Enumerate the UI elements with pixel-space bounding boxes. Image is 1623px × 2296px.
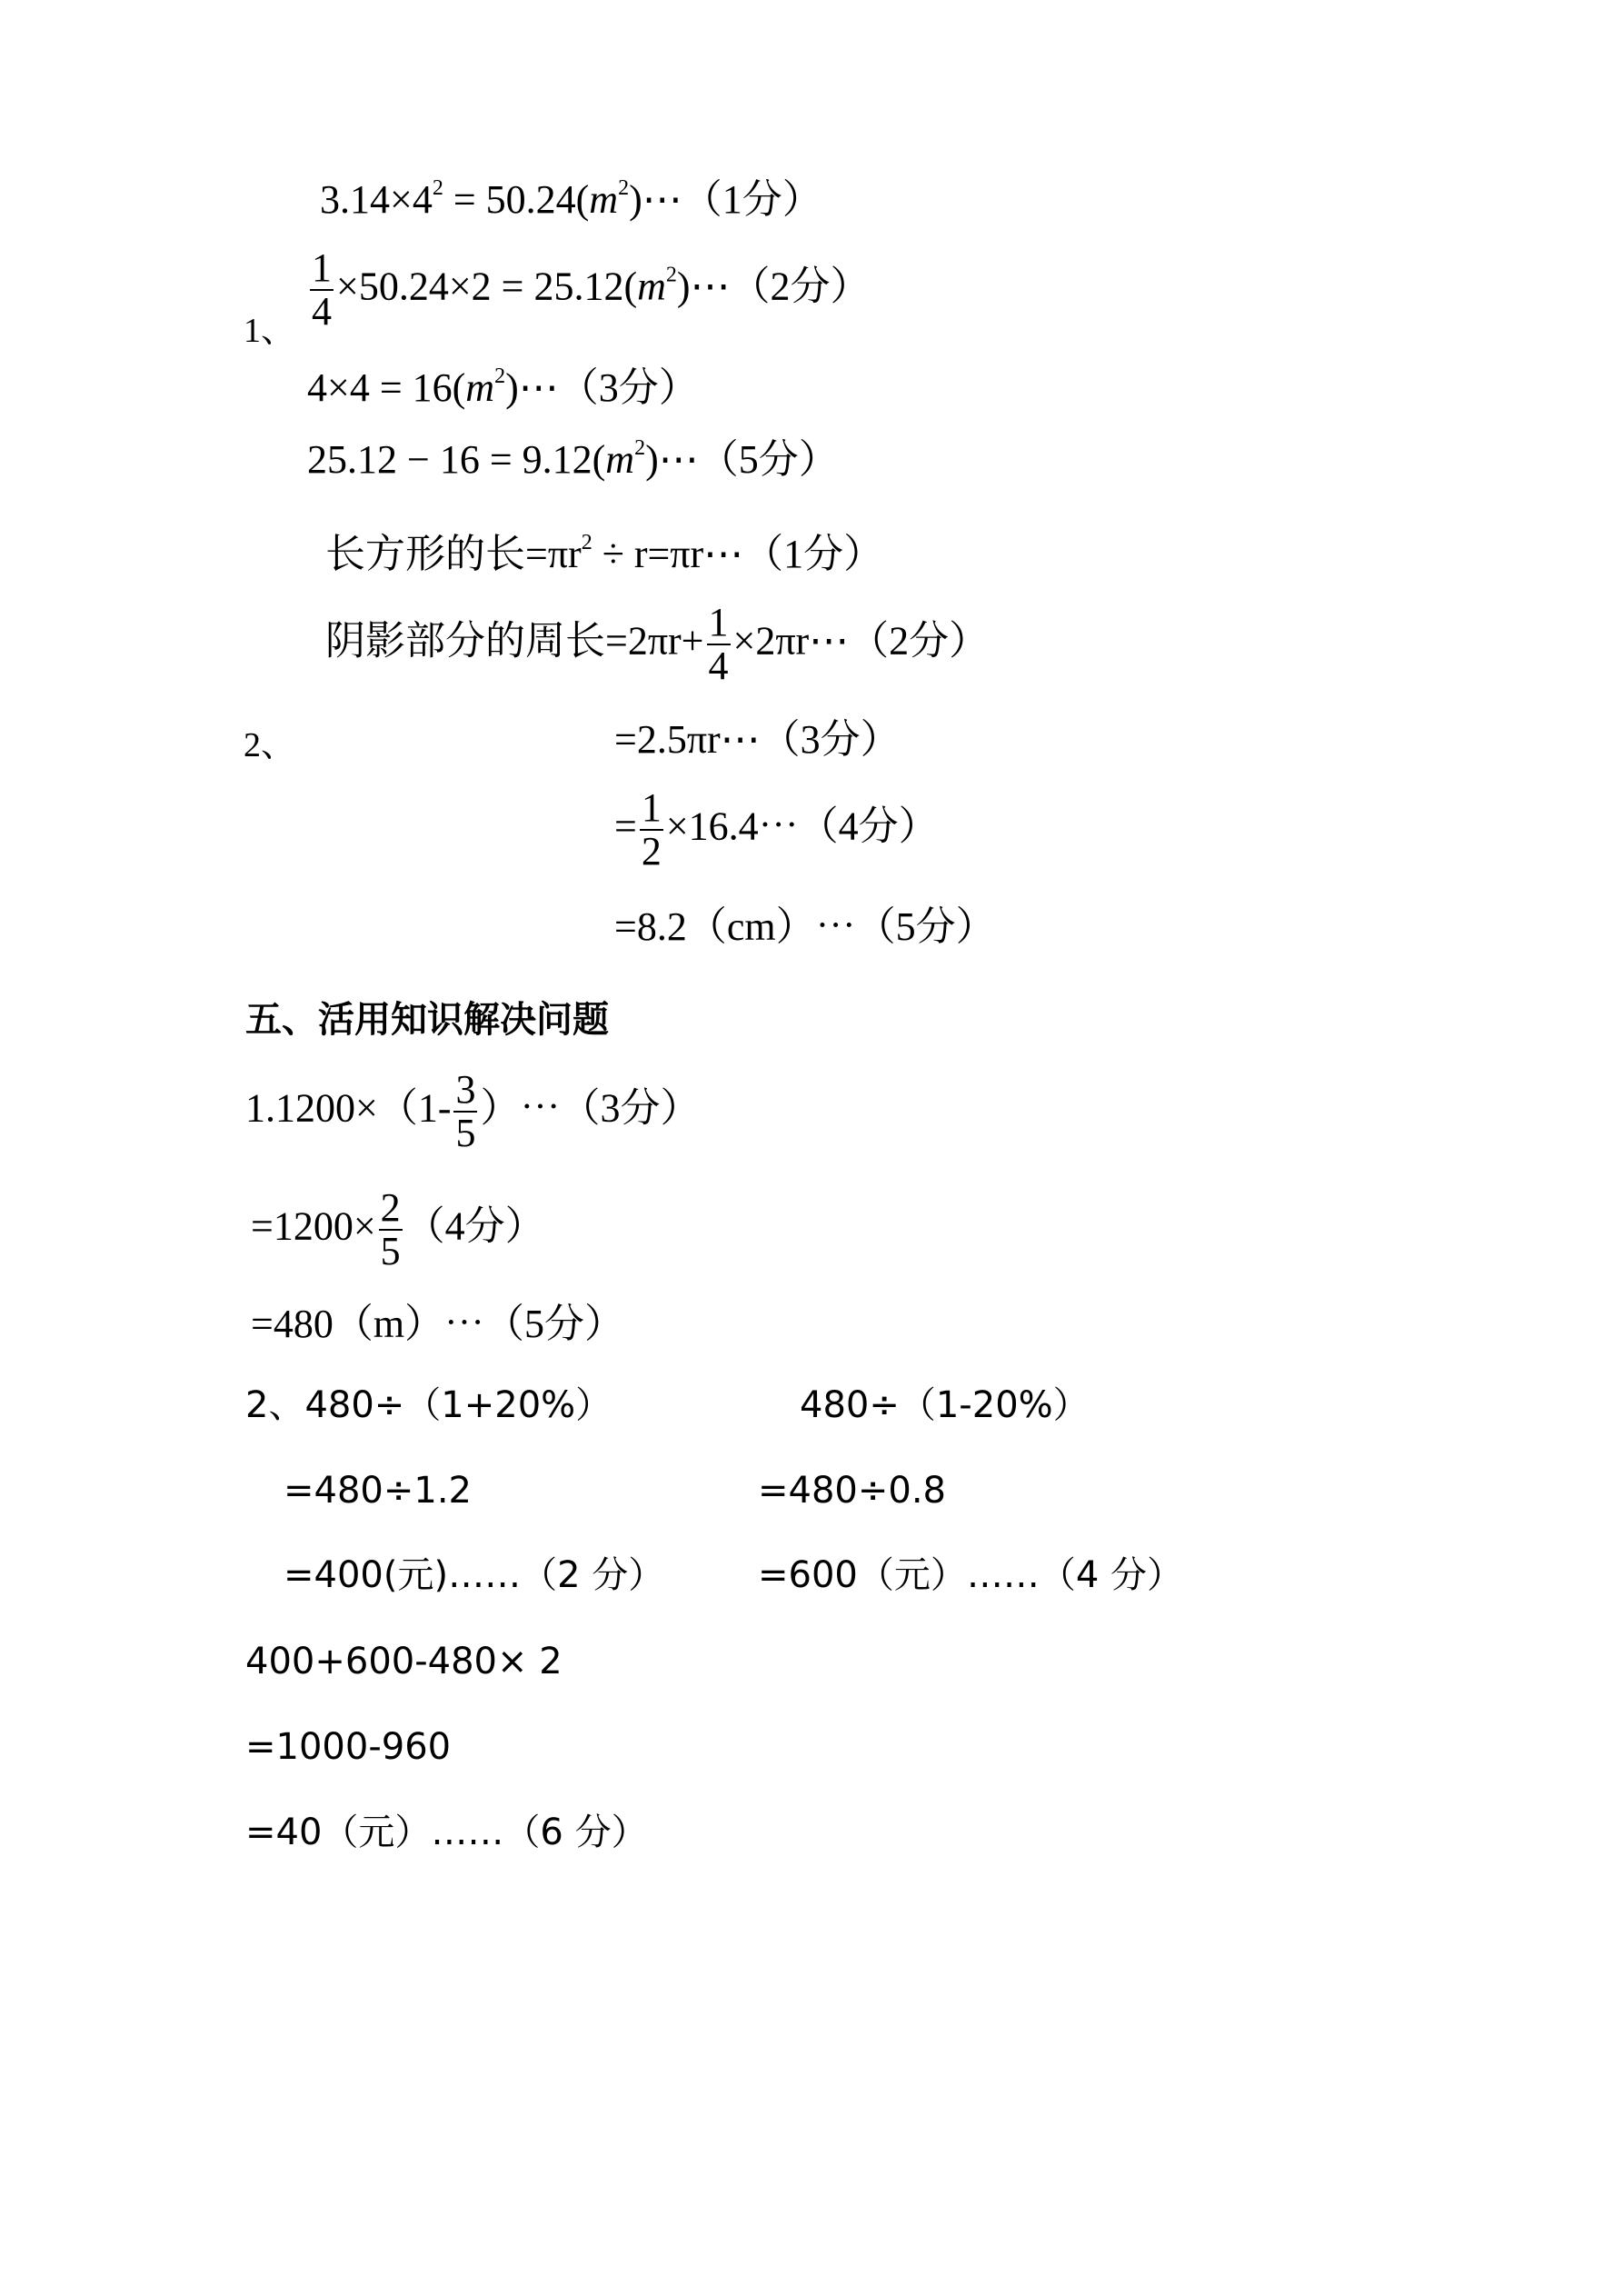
problem-2-left-line-3: =400(元)……（2 分） bbox=[284, 1554, 665, 1596]
problem-1-line-3: =480（m）⋯（5分） bbox=[251, 1302, 625, 1346]
fraction: $\frac{3}{5}$ bbox=[455, 1067, 476, 1156]
problem-2-right-line-2: =480÷0.8 bbox=[758, 1470, 946, 1512]
formula-2-line-1: 长方形的长$=\pi r^2$ ÷ r=πr⋯（1分） bbox=[325, 531, 884, 576]
problem-1-line-2: =1200× $\frac{2}{5}$ （4分） bbox=[251, 1185, 545, 1274]
formula-2-line-5: =8.2（cm）⋯（5分） bbox=[614, 904, 996, 949]
formula-1-line-3: $4\times 4 = 16(m^2)\cdots(3$分） bbox=[307, 364, 699, 410]
section-heading: 五、活用知识解决问题 bbox=[245, 999, 609, 1041]
formula-2-line-2: 阴影部分的周长=2πr+ $\frac{1}{4}$ ×2πr⋯（2分） bbox=[325, 600, 990, 689]
problem-2-left-line-2: =480÷1.2 bbox=[284, 1470, 472, 1512]
problem-2-left-line-1: 2、480÷（1+20%） bbox=[245, 1384, 612, 1426]
fraction: $\frac{1}{4}$ bbox=[708, 600, 729, 689]
formula-1-line-4: $25.12 - 16 = 9.12(m^2)\cdots(5$分） bbox=[307, 436, 839, 482]
item-number-1: 1、 bbox=[244, 312, 296, 350]
formula-1-line-2: $\frac{1}{4}$ $\times 50.24\times 2 = 25.12(m^2)\cdots(2$分） bbox=[312, 245, 871, 334]
problem-2-tail-line-1: 400+600-480× 2 bbox=[245, 1641, 563, 1682]
problem-1-line-1: 1.1200×（1- $\frac{3}{5}$ ）⋯（3分） bbox=[245, 1067, 701, 1156]
problem-2-tail-line-3: =40（元）……（6 分） bbox=[245, 1812, 648, 1853]
problem-2-right-line-3: =600（元）……（4 分） bbox=[758, 1554, 1184, 1596]
problem-2-tail-line-2: =1000-960 bbox=[245, 1726, 452, 1768]
item-number-2: 2、 bbox=[244, 726, 296, 764]
problem-2-right-line-1: 480÷（1-20%） bbox=[800, 1384, 1090, 1426]
formula-1-line-1: $3.14\times 4^2$ = $50.24(m^2)\cdots(1$分） bbox=[320, 176, 822, 222]
formula-2-line-4: = $\frac{1}{2}$ ×16.4⋯（4分） bbox=[614, 785, 939, 874]
fraction: $\frac{1}{4}$ bbox=[312, 245, 332, 334]
fraction: $\frac{1}{2}$ bbox=[641, 785, 662, 874]
formula-2-line-3: =2.5πr⋯（3分） bbox=[614, 717, 901, 762]
fraction: $\frac{2}{5}$ bbox=[380, 1185, 401, 1274]
